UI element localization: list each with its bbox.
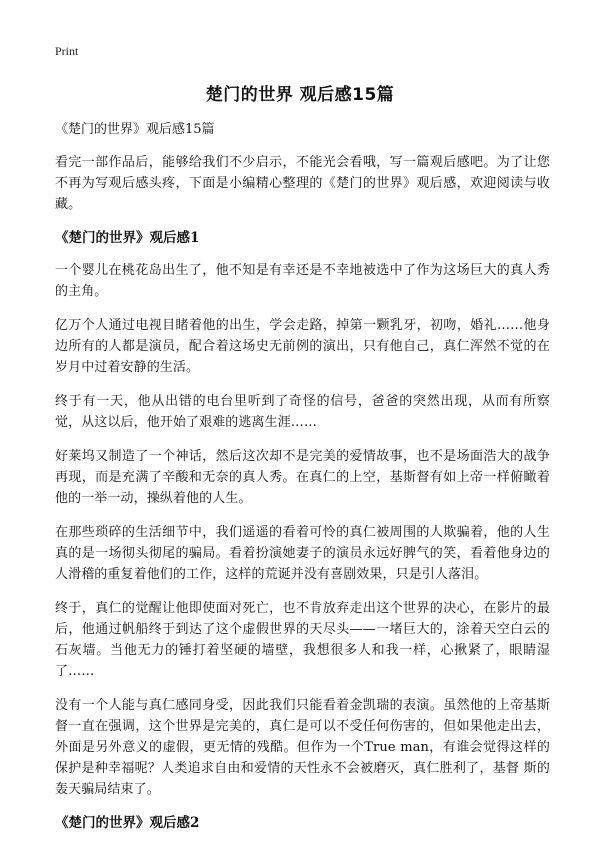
paragraph: 一个婴儿在桃花岛出生了，他不知是有幸还是不幸地被选中了作为这场巨大的真人秀的主角。 bbox=[55, 263, 550, 299]
intro-paragraph: 看完一部作品后，能够给我们不少启示，不能光会看哦，写一篇观后感吧。为了让您不再为写观后感头疼，下面是小编精心整理的《楚门的世界》观后感，欢迎阅读与收藏。 bbox=[55, 155, 550, 212]
paragraph: 亿万个人通过电视目睹着他的出生，学会走路，掉第一颗乳牙，初吻，婚礼……他身边所有的人都是演员，配合着这场史无前例的演出，只有他自己，真仁浑然不觉的在岁月中过着安静的生活。 bbox=[55, 318, 550, 375]
print-link[interactable]: Print bbox=[55, 44, 79, 58]
article-body bbox=[55, 120, 550, 845]
paragraph: 没有一个人能与真仁感同身受，因此我们只能看着金凯瑞的表演。虽然他的上帝基斯督一直在强调，这个世界是完美的，真仁是可以不受任何伤害的，但如果他走出去，外面是另外意义的虚假，更无情的残酷。但作为一个True man，有谁会觉得这样的保护是种幸福呢？人类追求自由和爱情的天性永不会被磨灭，真仁胜利了，基督 斯的轰天骗局结束了。 bbox=[55, 698, 550, 797]
section-1-heading: 《楚门的世界》观后感1 bbox=[55, 230, 200, 246]
section-2-heading: 《楚门的世界》观后感2 bbox=[55, 815, 200, 831]
paragraph: 终于有一天，他从出错的电台里听到了奇怪的信号，爸爸的突然出现，从而有所察觉，从这以后，他开始了艰难的逃离生涯…… bbox=[55, 394, 550, 430]
paragraph: 好莱坞又制造了一个神话，然后这次却不是完美的爱情故事，也不是场面浩大的战争再现，而是充满了辛酸和无奈的真人秀。在真仁的上空，基斯督有如上帝一样俯瞰着他的一举一动，操纵着他的人生。 bbox=[55, 449, 550, 506]
paragraph: 终于，真仁的觉醒让他即使面对死亡，也不肯放弃走出这个世界的决心，在影片的最后，他通过帆船终于到达了这个虚假世界的天尽头——一堵巨大的，涂着天空白云的石灰墙。当他无力的锤打着坚硬的墙壁，我想很多人和我一样，心揪紧了，眼睛湿了…… bbox=[55, 601, 550, 679]
page-title: 楚门的世界 观后感15篇 bbox=[205, 85, 395, 105]
paragraph: 在那些琐碎的生活细节中，我们遥遥的看着可怜的真仁被周围的人欺骗着，他的人生真的是一场彻头彻尾的骗局。看着扮演她妻子的演员永远好脾气的笑，看着他身边的人滑稽的重复着他们的工作，这样的荒诞并没有喜剧效果，只是引人落泪。 bbox=[55, 525, 550, 582]
article-subtitle: 《楚门的世界》观后感15篇 bbox=[55, 122, 215, 137]
